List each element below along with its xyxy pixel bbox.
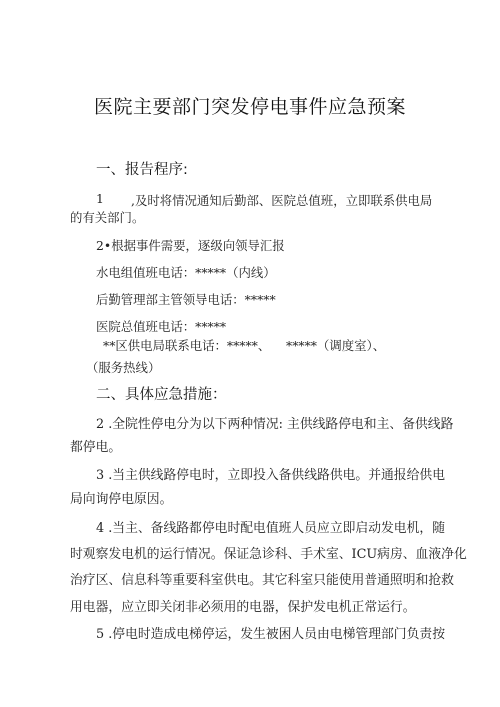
item-1-number: 1 (96, 191, 104, 206)
measure-4-line-1: 4 .当主、备线路都停电时配电值班人员应立即启动发电机，随 (96, 521, 445, 536)
item-1-line-1: ,及时将情况通知后勤部、医院总值班，立即联系供电局 (131, 193, 433, 208)
measure-4-line-2: 时观察发电机的运行情况。保证急诊科、手术室、ICU病房、血液净化 (70, 547, 467, 562)
measure-3-line-1: 3 .当主供线路停电时，立即投入备供线路供电。并通报给供电 (96, 468, 445, 483)
phone-water-electric: 水电组值班电话：*****（内线） (96, 265, 276, 280)
phone-power-bureau: **区供电局联系电话：*****、 (103, 338, 271, 353)
measure-5-line-1: 5 .停电时造成电梯停运，发生被困人员由电梯管理部门负责按 (96, 627, 445, 642)
phone-hospital-duty: 医院总值班电话：***** (96, 319, 227, 334)
item-1-line-2: 的有关部门。 (70, 210, 145, 225)
page-title: 医院主要部门突发停电事件应急预案 (93, 96, 406, 118)
section-heading-report-procedure: 一、报告程序: (96, 162, 188, 178)
measure-2-line-1: 2 .全院性停电分为以下两种情况: 主供线路停电和主、备供线路 (96, 417, 454, 432)
measure-3-line-2: 局向询停电原因。 (70, 492, 173, 507)
measure-4-line-4: 用电器，应立即关闭非必须用的电器，保护发电机正常运行。 (70, 600, 416, 615)
item-2: 2•根据事件需要，逐级向领导汇报 (96, 238, 285, 253)
measure-2-line-2: 都停电。 (70, 440, 122, 455)
section-heading-emergency-measures: 二、具体应急措施： (96, 387, 227, 403)
phone-logistics-leader: 后勤管理部主管领导电话：***** (96, 292, 276, 307)
phone-power-dispatch: *****（调度室）、 (286, 338, 386, 353)
measure-4-line-3: 治疗区、信息科等重要科室供电。其它科室只能使用普通照明和抢救 (70, 573, 454, 588)
phone-power-service: （服务热线） (86, 360, 161, 375)
